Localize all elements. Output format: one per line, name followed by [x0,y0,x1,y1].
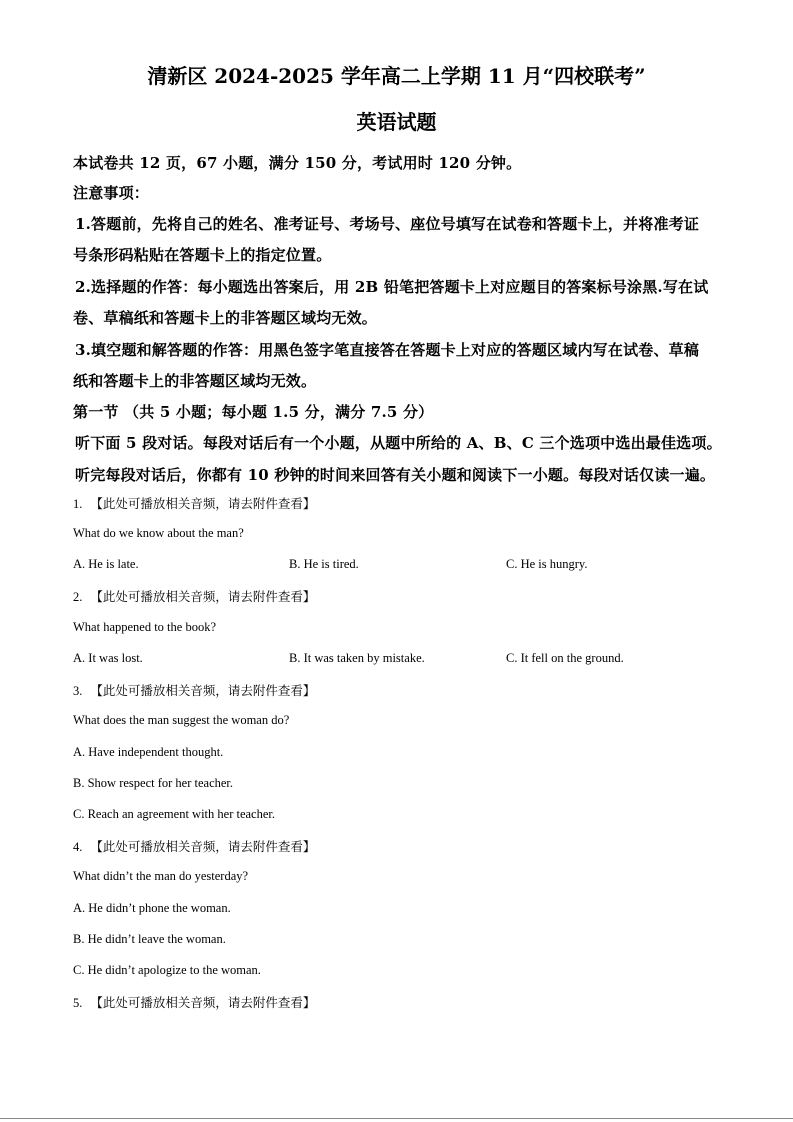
question-number: 5. [73,996,83,1010]
audio-note-q2[interactable] [73,587,315,605]
question-2-option-b: B. It was taken by mistake. [289,651,425,665]
question-3-option-c: C. Reach an agreement with her teacher. [73,807,275,821]
audio-placeholder: 【此处可播放相关音频，请去附件查看】 [90,589,316,604]
question-number: 2. [73,590,83,604]
question-1-option-b: B. He is tired. [289,557,359,571]
exam-title: 清新区 2024-2025 学年高二上学期 11 月“四校联考” [147,64,646,88]
question-number: 1. [73,497,83,511]
question-1-option-a: A. He is late. [73,557,139,571]
note-3-line-2: 纸和答题卡上的非答题区域均无效。 [73,372,317,390]
note-3-line-1: 3.填空题和解答题的作答：用黑色签字笔直接答在答题卡上对应的答题区域内写在试卷、草稿 [75,341,700,359]
audio-placeholder: 【此处可播放相关音频，请去附件查看】 [90,496,316,511]
exam-summary: 本试卷共 12 页，67 小题，满分 150 分，考试用时 120 分钟。 [73,154,522,172]
question-4-option-b: B. He didn’t leave the woman. [73,932,226,946]
question-4-option-c: C. He didn’t apologize to the woman. [73,963,261,977]
question-number: 4. [73,840,83,854]
audio-note-q1[interactable] [73,494,315,512]
audio-placeholder: 【此处可播放相关音频，请去附件查看】 [90,995,316,1010]
question-1-option-c: C. He is hungry. [506,557,588,571]
question-2-option-a: A. It was lost. [73,651,143,665]
exam-subtitle: 英语试题 [356,110,437,134]
note-2-line-1: 2.选择题的作答：每小题选出答案后，用 2B 铅笔把答题卡上对应题目的答案标号涂黑.写在试 [75,278,709,296]
question-4-option-a: A. He didn’t phone the woman. [73,901,231,915]
note-1-line-1: 1.答题前，先将自己的姓名、准考证号、考场号、座位号填写在试卷和答题卡上，并将准考证 [75,215,700,233]
audio-placeholder: 【此处可播放相关音频，请去附件查看】 [90,683,316,698]
section-instruction-1: 听下面 5 段对话。每段对话后有一个小题，从题中所给的 A、B、C 三个选项中选出最佳选项。 [75,434,722,452]
question-2-stem: What happened to the book? [73,620,217,634]
section-instruction-2: 听完每段对话后，你都有 10 秒钟的时间来回答有关小题和阅读下一小题。每段对话仅读一遍。 [75,466,716,484]
question-2-option-c: C. It fell on the ground. [506,651,624,665]
notes-heading: 注意事项： [73,184,150,202]
question-3-option-b: B. Show respect for her teacher. [73,776,234,790]
question-4-stem: What didn’t the man do yesterday? [73,869,249,883]
question-number: 3. [73,684,83,698]
audio-note-q3[interactable] [73,681,315,699]
audio-placeholder: 【此处可播放相关音频，请去附件查看】 [90,839,316,854]
note-1-line-2: 号条形码粘贴在答题卡上的指定位置。 [73,246,332,264]
page-bottom-divider [0,1118,793,1119]
audio-note-q4[interactable] [73,837,315,855]
question-3-stem: What does the man suggest the woman do? [73,713,290,727]
section-heading: 第一节 （共 5 小题；每小题 1.5 分，满分 7.5 分） [73,403,434,421]
question-1-stem: What do we know about the man? [73,526,244,540]
audio-note-q5[interactable] [73,993,315,1011]
note-2-line-2: 卷、草稿纸和答题卡上的非答题区域均无效。 [73,309,378,327]
question-3-option-a: A. Have independent thought. [73,745,224,759]
